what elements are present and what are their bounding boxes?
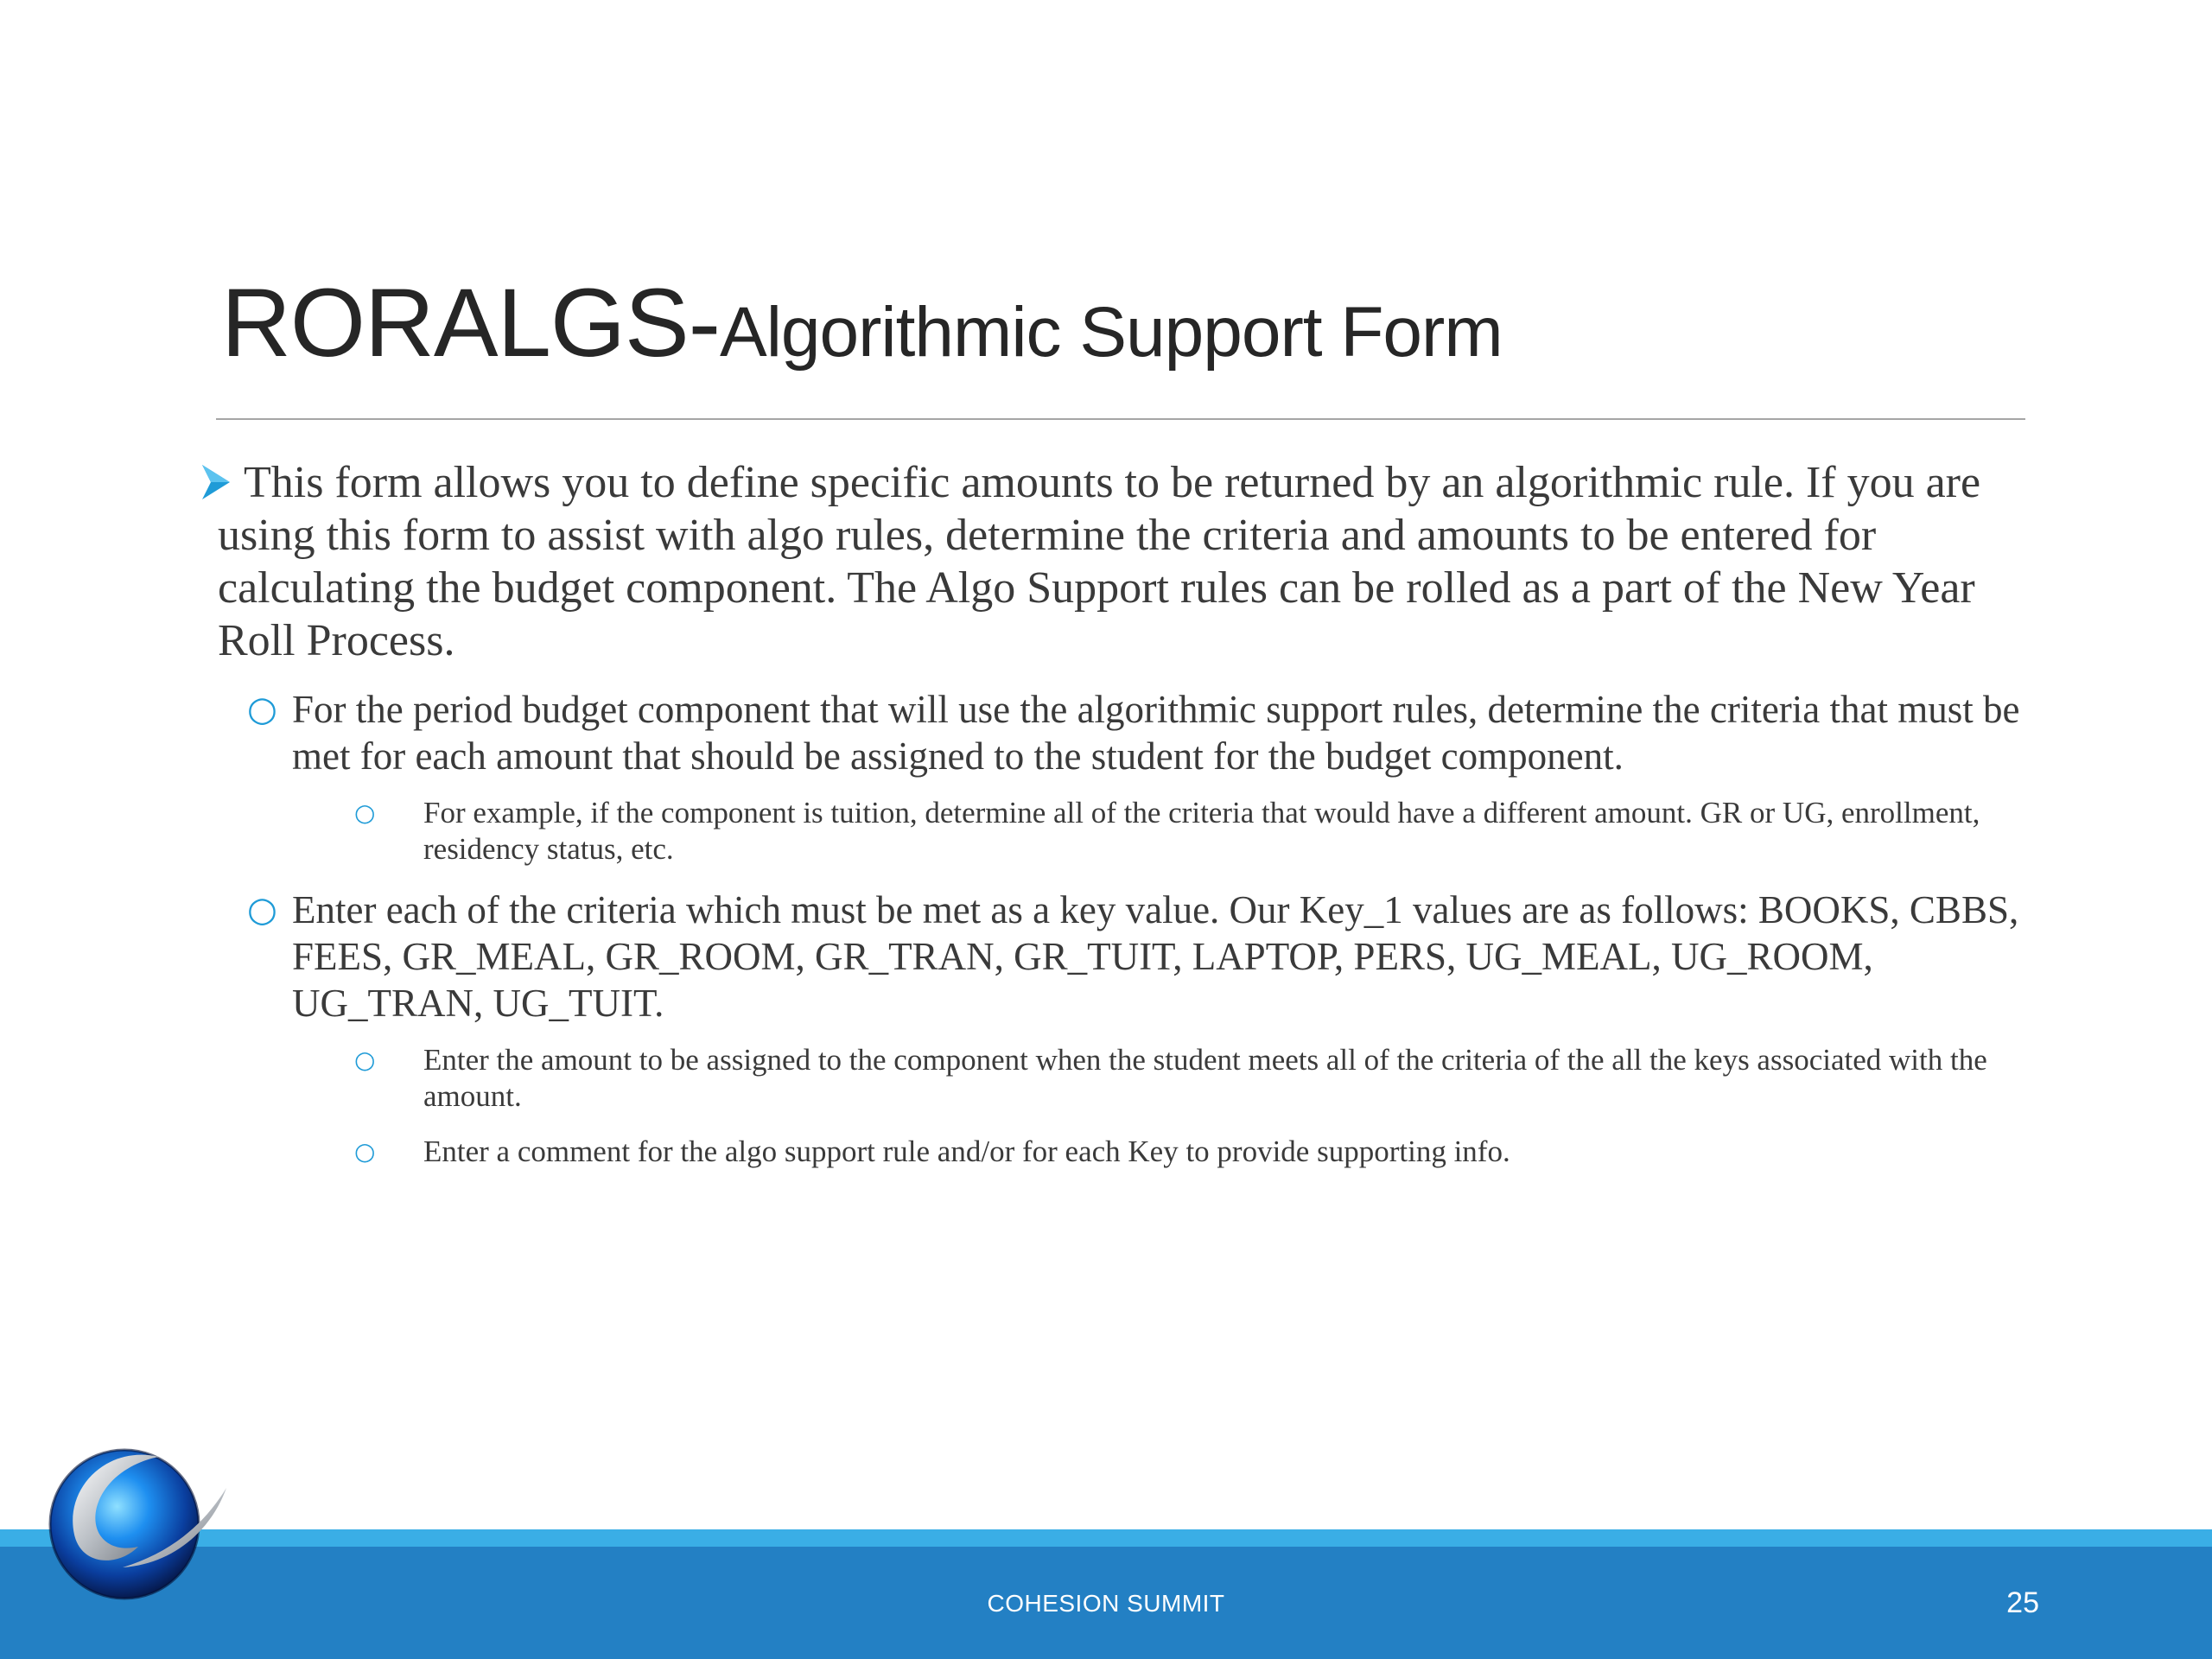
bullet-level3 <box>197 1042 2020 1115</box>
hollow-circle-bullet-icon: ○ <box>354 1046 376 1074</box>
bullet-level2 <box>197 686 2020 779</box>
page-number: 25 <box>2006 1586 2039 1619</box>
bullet-level3 <box>197 1134 2020 1170</box>
hollow-circle-bullet-icon: ○ <box>247 690 277 729</box>
arrow-bullet-icon <box>200 463 232 501</box>
bullet-text: For the period budget component that will use the algorithmic support rules, determine the criteria that must be met for each amount that should be assigned to the student for the budget component. <box>292 688 2020 778</box>
bullet-level1 <box>197 456 2020 667</box>
hollow-circle-bullet-icon: ○ <box>354 798 376 827</box>
title-main: RORALGS- <box>221 269 720 377</box>
bullet-level3 <box>197 795 2020 868</box>
hollow-circle-bullet-icon: ○ <box>354 1137 376 1166</box>
hollow-circle-bullet-icon: ○ <box>247 890 277 930</box>
bullet-text: For example, if the component is tuition, determine all of the criteria that would have a different amount. GR or UG, enrollment, residency status, etc. <box>423 796 1980 866</box>
bullet-text: This form allows you to define specific amounts to be returned by an algorithmic rule. If you are using this form to assist with algo rules, determine the criteria and amounts to be entered for calculating the budget component. The Algo Support rules can be rolled as a part of the New Year Roll Process. <box>218 458 1981 665</box>
footer-stripe <box>0 1529 2212 1547</box>
slide-content <box>197 456 2020 1189</box>
bullet-text: Enter a comment for the algo support rule and/or for each Key to provide supporting info. <box>423 1135 1510 1168</box>
globe-logo-icon <box>29 1438 237 1611</box>
title-divider <box>216 418 2025 420</box>
bullet-text: Enter each of the criteria which must be met as a key value. Our Key_1 values are as follows: BOOKS, CBBS, FEES, GR_MEAL, GR_ROOM, GR_TRAN, GR_TUIT, LAPTOP, PERS, UG_MEAL, UG_ROOM, UG_TRAN, UG_TUIT. <box>292 888 2019 1025</box>
slide-title <box>221 269 1503 377</box>
title-sub: Algorithmic Support Form <box>720 293 1503 372</box>
bullet-text: Enter the amount to be assigned to the component when the student meets all of the criteria of the all the keys associated with the amount. <box>423 1043 1987 1113</box>
bullet-level2 <box>197 887 2020 1027</box>
footer-text: COHESION SUMMIT <box>987 1590 1225 1617</box>
